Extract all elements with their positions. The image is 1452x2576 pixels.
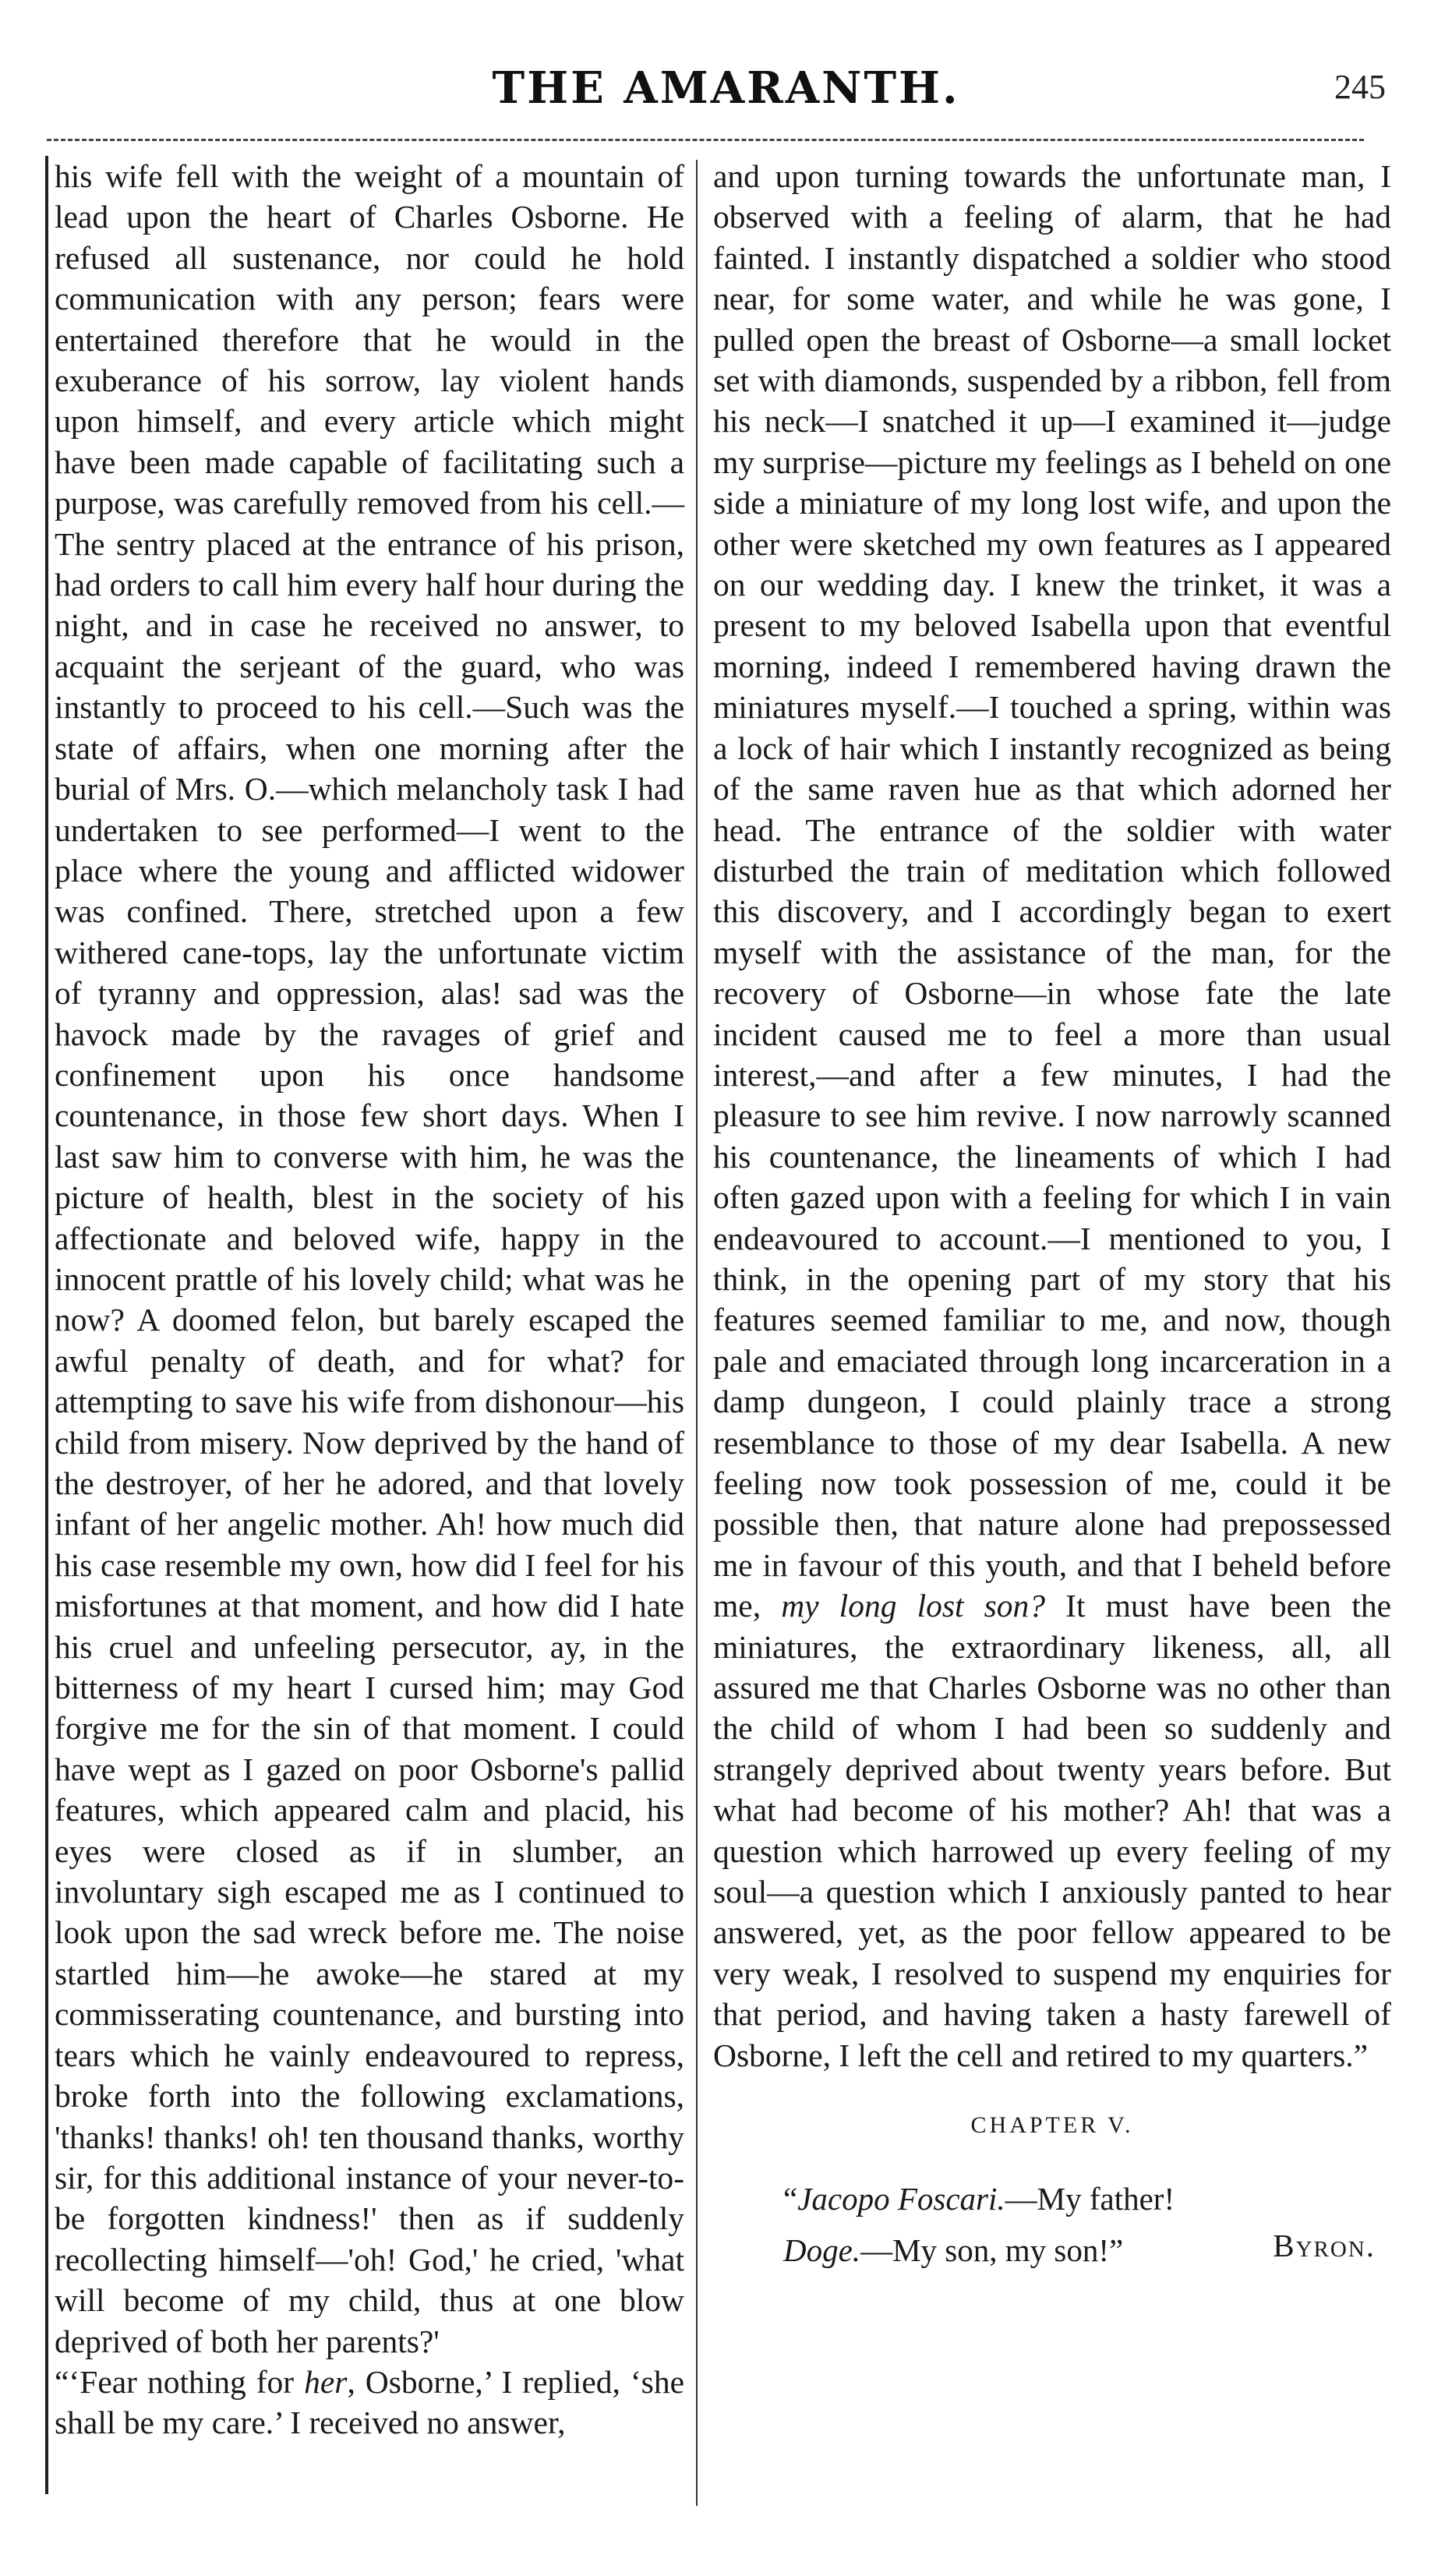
column-divider — [696, 160, 698, 2506]
left-paragraph-1: his wife fell with the weight of a mountain of lead upon the heart of Charles Osborne. He refused all sustenance, nor could he hold communication with any person; fears were entertained therefore that he would in the exuberance of his sorrow, lay violent hands upon himself, and every article which might have been made capable of facilitating such a purpose, was carefully removed from his cell.—The sentry placed at the entrance of his prison, had orders to call him every half hour during the night, and in case he received no answer, to acquaint the serjeant of the guard, who was instantly to proceed to his cell.—Such was the state of affairs, when one morning after the burial of Mrs. O.—which melancholy task I had undertaken to see performed—I went to the place where the young and afflicted widower was confined. There, stretched upon a few withered cane-tops, lay the unfortunate victim of tyranny and oppression, alas! sad was the havock made by the ravages of grief and confinement upon his once handsome countenance, in those few short days. When I last saw him to converse with him, he was the picture of health, blest in the society of his affectionate and beloved wife, happy in the innocent prattle of his lovely child; what was he now? A doomed felon, but barely escaped the awful penalty of death, and for what? for attempting to save his wife from dishonour—his child from misery. Now deprived by the hand of the destroyer, of her he adored, and that lovely infant of her angelic mother. Ah! how much did his case resemble my own, how did I feel for his misfortunes at that moment, and how did I hate his cruel and unfeeling persecutor, ay, in the bitterness of my heart I cursed him; may God forgive me for the sin of that moment. I could have wept as I gazed on poor Osborne's pallid features, which appeared calm and placid, his eyes were closed as if in slumber, an involuntary sigh escaped me as I continued to look upon the sad wreck before me. The noise startled him—he awoke—he stared at my commisserating countenance, and bursting into tears which he vainly endeavoured to repress, broke forth into the following exclamations, 'thanks! thanks! oh! ten thousand thanks, worthy sir, for this additional instance of your never-to-be forgotten kindness!' then as if suddenly recollecting himself—'oh! God,' he cried, 'what will become of my child, thus at one blow deprived of both her parents?' — [55, 158, 684, 2359]
chapter-heading: CHAPTER V. — [970, 2112, 1134, 2139]
left-p2-start: “‘Fear nothing for — [55, 2363, 305, 2400]
epigraph-speaker-1: Jacopo Foscari. — [797, 2180, 1005, 2217]
header-rule — [47, 139, 1364, 141]
left-p2-end: , Osborne,’ I replied, ‘she shall be my care.’ I received no answer, — [55, 2363, 684, 2441]
epigraph-open-quote: “ — [783, 2180, 798, 2217]
epigraph-line-1 — [713, 2173, 1391, 2224]
page-header — [0, 62, 1452, 133]
right-p1-start: and upon turning towards the unfortunate man, I observed with a feeling of alarm, that he had fainted. I instantly dispatched a soldier who stood near, for some water, and while he was gone, I pulled open the breast of Osborne—a small locket set with diamonds, suspended by a ribbon, fell from his neck—I snatched it up—I examined it—judge my surprise—picture my feelings as I beheld on one side a miniature of my long lost wife, and upon the other were sketched my own features as I appeared on our wedding day. I knew the trinket, it was a present to my beloved Isabella upon that eventful morning, indeed I remembered having drawn the miniatures myself.—I touched a spring, within was a lock of hair which I instantly recognized as being of the same raven hue as that which adorned her head. The entrance of the soldier with water disturbed the train of meditation which followed this discovery, and I accordingly began to exert myself with the assistance of the man, for the recovery of Osborne—in whose fate the late incident caused me to feel a more than usual interest,—and after a few minutes, I had the pleasure to see him revive. I now narrowly scanned his countenance, the lineaments of which I had often gazed upon with a feeling for which I in vain endeavoured to account.—I mentioned to you, I think, in the opening part of my story that his features seemed familiar to me, and now, though pale and emaciated through long incarceration in a damp dungeon, I could plainly trace a strong resemblance to those of my dear Isabella. A new feeling now took possession of me, could it be possible then, that nature alone had prepossessed me in favour of this youth, and that I beheld before me, — [713, 158, 1391, 1624]
journal-title: THE AMARANTH. — [492, 62, 960, 114]
page-number: 245 — [1334, 68, 1386, 106]
left-p2-italic: her — [304, 2363, 348, 2400]
right-p1-end: It must have been the miniatures, the extraordinary likeness, all, all assured me that Charles Osborne was no other than the child of whom I had been so suddenly and strangely deprived about twenty years before. But what had become of his mother? Ah! that was a question which harrowed up every feeling of my soul—a question which I anxiously panted to hear answered, yet, as the poor fellow appeared to be very weak, I resolved to suspend my enquiries for that period, and having taken a hasty farewell of Osborne, I left the cell and retired to my quarters.” — [713, 1588, 1391, 2073]
right-paragraph-1 — [713, 156, 1391, 2076]
epigraph-author: Byron. — [1273, 2227, 1376, 2263]
epigraph — [713, 2173, 1391, 2276]
epigraph-text-1: —My father! — [1005, 2180, 1175, 2217]
left-paragraph-2 — [55, 2362, 684, 2443]
left-column — [45, 156, 684, 2494]
epigraph-text-2: —My son, my son!” — [860, 2231, 1124, 2268]
right-column — [713, 156, 1391, 2276]
right-p1-italic: my long lost son? — [781, 1588, 1046, 1624]
epigraph-speaker-2: Doge. — [783, 2231, 861, 2268]
